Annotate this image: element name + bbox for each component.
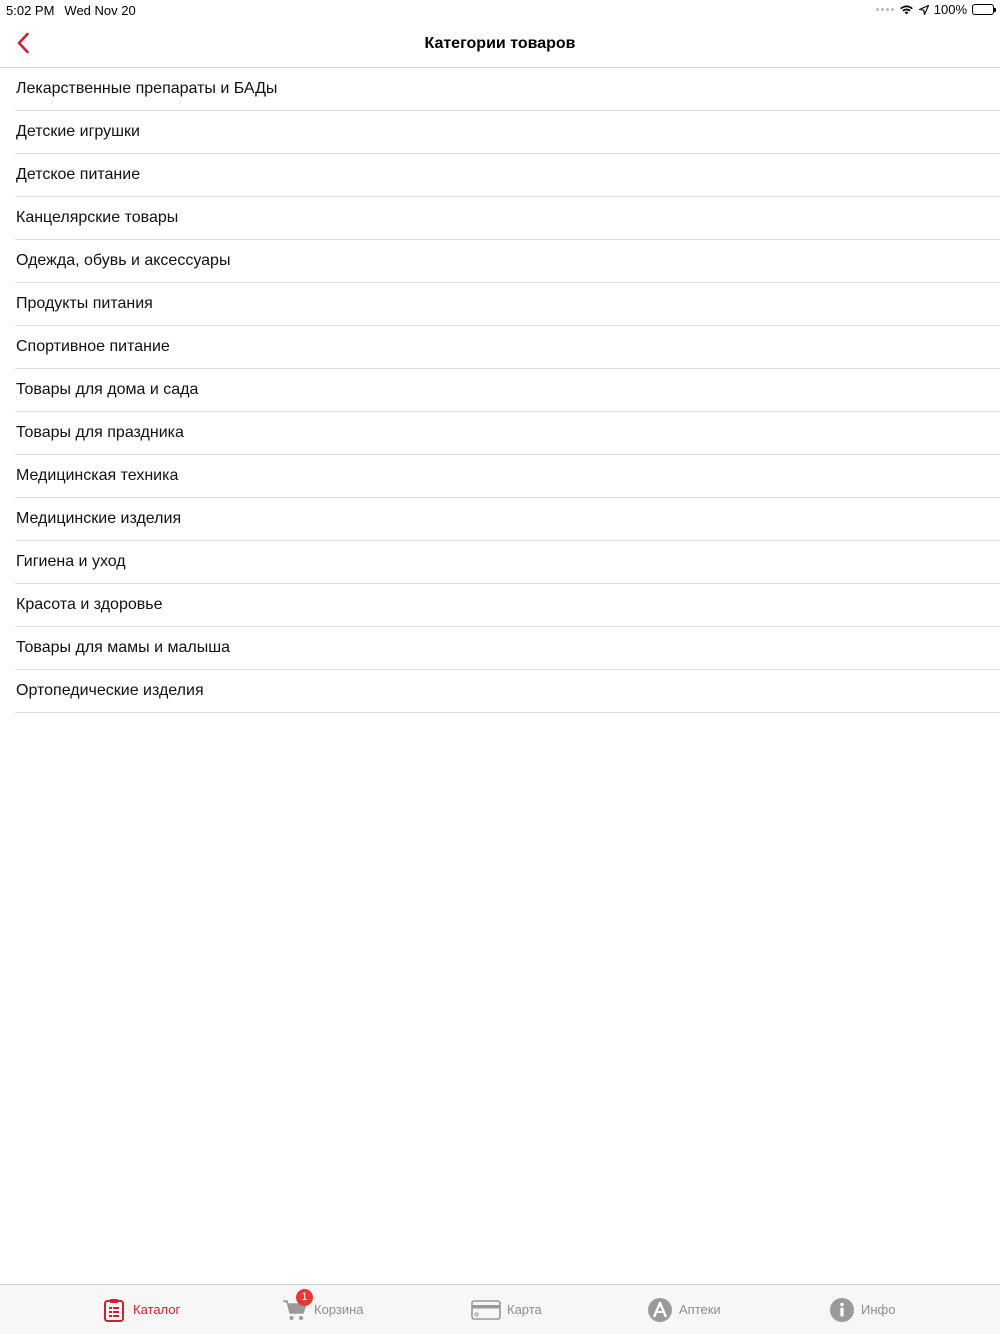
category-item[interactable]: Медицинские изделия [15, 498, 1000, 541]
tab-card-label: Карта [507, 1302, 542, 1317]
category-item[interactable]: Товары для дома и сада [15, 369, 1000, 412]
category-item[interactable]: Спортивное питание [15, 326, 1000, 369]
page-title: Категории товаров [424, 35, 576, 52]
credit-card-icon [471, 1297, 501, 1323]
battery-icon [972, 4, 994, 15]
tab-info-label: Инфо [861, 1302, 896, 1317]
tab-catalog-label: Каталог [133, 1302, 181, 1317]
tab-card[interactable] [471, 1285, 542, 1334]
category-item[interactable]: Детское питание [15, 154, 1000, 197]
category-item[interactable]: Гигиена и уход [15, 541, 1000, 584]
battery-percent: 100% [933, 2, 967, 17]
location-arrow-icon [919, 5, 929, 15]
category-item[interactable]: Ортопедические изделия [15, 670, 1000, 713]
shopping-cart-icon [282, 1290, 308, 1323]
tab-pharmacies-label: Аптеки [679, 1302, 721, 1317]
pharmacy-logo-icon [647, 1297, 673, 1323]
wifi-icon [899, 4, 914, 15]
category-list [15, 68, 1000, 713]
category-item[interactable]: Красота и здоровье [15, 584, 1000, 627]
clipboard-list-icon [101, 1297, 127, 1323]
category-item[interactable]: Товары для мамы и малыша [15, 627, 1000, 670]
tab-cart[interactable] [282, 1285, 364, 1334]
tab-info[interactable] [829, 1285, 895, 1334]
tab-cart-label: Корзина [314, 1302, 364, 1317]
signal-dots-icon [876, 8, 894, 11]
category-item[interactable]: Детские игрушки [15, 111, 1000, 154]
navigation-bar [0, 20, 1000, 68]
tab-pharmacies[interactable] [647, 1285, 721, 1334]
category-item[interactable]: Лекарственные препараты и БАДы [15, 68, 1000, 111]
cart-badge: 1 [296, 1289, 313, 1306]
tab-bar [0, 1284, 1000, 1334]
tab-catalog[interactable] [101, 1285, 180, 1334]
info-icon [829, 1297, 855, 1323]
category-item[interactable]: Медицинская техника [15, 455, 1000, 498]
status-time: 5:02 PM [6, 3, 55, 18]
category-item[interactable]: Одежда, обувь и аксессуары [15, 240, 1000, 283]
category-item[interactable]: Продукты питания [15, 283, 1000, 326]
category-item[interactable]: Канцелярские товары [15, 197, 1000, 240]
category-item[interactable]: Товары для праздника [15, 412, 1000, 455]
status-bar [0, 0, 1000, 20]
status-date: Wed Nov 20 [64, 3, 136, 18]
